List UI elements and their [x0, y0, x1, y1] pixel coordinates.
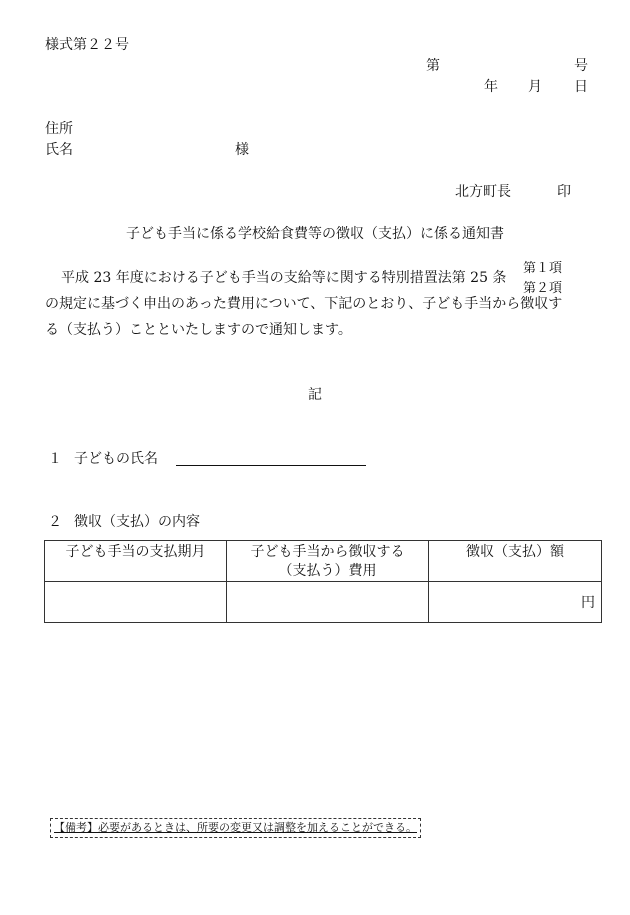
document-number-suffix: 号	[574, 58, 588, 74]
date-day: 日	[574, 79, 588, 95]
address-label: 住所	[45, 121, 73, 137]
section-1-label: 子どもの氏名	[74, 451, 158, 467]
header-payment-month: 子ども手当の支払期月	[45, 541, 227, 582]
table-row	[45, 582, 602, 623]
header-amount: 徴収（支払）額	[429, 541, 602, 582]
clause-item-1: 第１項	[523, 261, 563, 276]
remarks-text: 必要があるときは、所要の変更又は調整を加えることができる。	[98, 821, 417, 834]
clause-item-2: 第２項	[523, 281, 563, 296]
seal-mark: 印	[557, 184, 571, 200]
collection-table	[44, 540, 602, 623]
section-2-number: ２	[48, 514, 62, 530]
header-collected-cost: 子ども手当から徴収する （支払う）費用	[227, 541, 429, 582]
remarks-box	[50, 818, 421, 838]
section-2-label: 徴収（支払）の内容	[74, 514, 200, 530]
body-line-3: る（支払う）ことといたしますので通知します。	[45, 322, 352, 338]
cell-amount[interactable]: 円	[429, 582, 602, 623]
document-number-prefix: 第	[426, 58, 440, 74]
cell-payment-month[interactable]	[45, 582, 227, 623]
remarks-prefix: 【備考】	[54, 821, 98, 834]
date-month: 月	[528, 79, 542, 95]
table-header-row	[45, 541, 602, 582]
form-number: 様式第２２号	[45, 37, 129, 53]
ki-heading: 記	[308, 387, 322, 403]
child-name-blank-line[interactable]	[176, 465, 366, 466]
section-1-number: １	[48, 451, 62, 467]
honorific: 様	[235, 142, 249, 158]
name-label: 氏名	[45, 142, 73, 158]
date-year: 年	[484, 79, 498, 95]
sender-title: 北方町長	[455, 184, 511, 200]
cell-collected-cost[interactable]	[227, 582, 429, 623]
document-title: 子ども手当に係る学校給食費等の徴収（支払）に係る通知書	[126, 226, 504, 242]
body-line-2: の規定に基づく申出のあった費用について、下記のとおり、子ども手当から徴収す	[45, 296, 563, 312]
body-line-1: 平成 23 年度における子ども手当の支給等に関する特別措置法第 25 条	[61, 270, 507, 286]
